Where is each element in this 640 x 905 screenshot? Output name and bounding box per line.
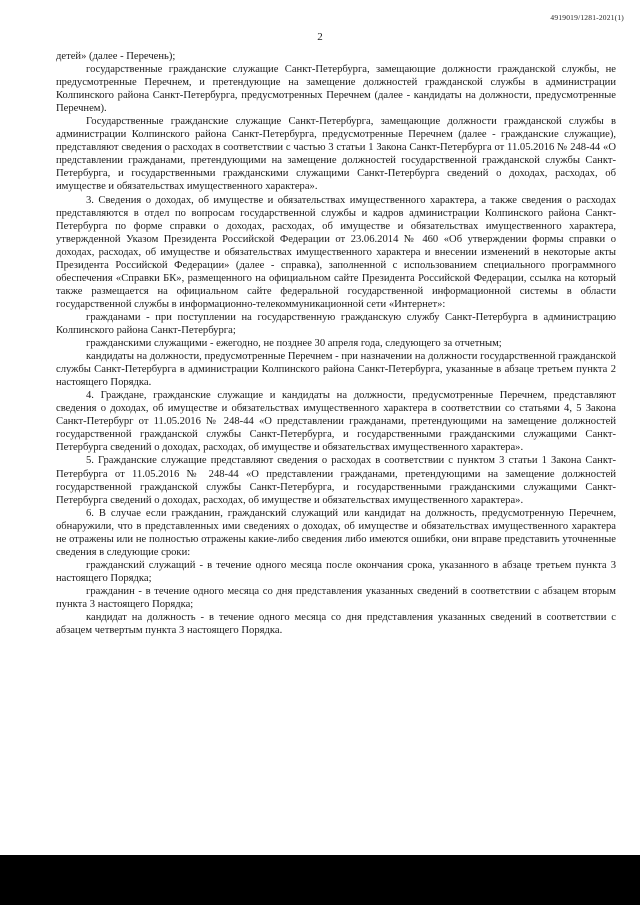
- document-body: [56, 50, 616, 637]
- paragraph: государственные гражданские служащие Санкт-Петербурга, замещающие должности гражданской службы, не предусмотренные Перечнем, и претендующие на замещение должностей гражданской службы в администрации Колпинского района Санкт-Петербурга, предусмотренных Перечнем (далее - кандидаты на должности, предусмотренные Перечнем).: [56, 64, 616, 115]
- paragraph: 6. В случае если гражданин, гражданский служащий или кандидат на должность, предусмотренную Перечнем, обнаружили, что в представленных ими сведениях о доходах, об имуществе и обязательствах имущественного характера не отражены или не полностью отражены какие-либо сведения либо имеются ошибки, они вправе представить уточненные сведения в следующие сроки:: [56, 507, 616, 558]
- paragraph: Государственные гражданские служащие Санкт-Петербурга, замещающие должности гражданской службы в администрации Колпинского района Санкт-Петербурга, предусмотренные Перечнем (далее - гражданские служащие), представляют сведения о расходах в соответствии с частью 3 статьи 1 Закона Санкт-Петербурга от 11.05.2016 № 248-44 «О представлении гражданами, претендующими на замещение должностей государственной гражданской службы Санкт-Петербурга, и государственными гражданскими служащими Санкт-Петербурга сведений о доходах, расходах, об имуществе и обязательствах имущественного характера».: [56, 116, 616, 193]
- paragraph: 5. Гражданские служащие представляют сведения о расходах в соответствии с пунктом 3 статьи 1 Закона Санкт-Петербурга от 11.05.2016 № 248-44 «О представлении гражданами, претендующими на замещение должностей государственной гражданской службы Санкт-Петербурга, и государственными гражданскими служащими Санкт-Петербурга сведений о доходах, расходах, об имуществе и обязательствах имущественного характера».: [56, 455, 616, 506]
- scan-bottom-strip: [0, 855, 640, 905]
- paragraph: гражданскими служащими - ежегодно, не позднее 30 апреля года, следующего за отчетным;: [86, 338, 502, 350]
- paragraph: детей» (далее - Перечень);: [56, 51, 176, 62]
- paragraph: кандидат на должность - в течение одного месяца со дня представления указанных сведений в соответствии с абзацем четвертым пункта 3 настоящего Порядка.: [56, 612, 616, 637]
- paragraph: 3. Сведения о доходах, об имуществе и обязательствах имущественного характера, а также сведения о расходах представляются в отдел по вопросам государственной службы и кадров администрации Колпинского района Санкт-Петербурга по форме справки о доходах, расходах, об имуществе и обязательствах имущественного характера, утвержденной Указом Президента Российской Федерации от 23.06.2014 № 460 «Об утверждении формы справки о доходах, расходах, об имуществе и обязательствах имущественного характера и внесении изменений в некоторые акты Президента Российской Федерации» (далее - справка), заполненной с использованием специального программного обеспечения «Справки БК», размещенного на официальном сайте Президента Российской Федерации, ссылка на который также размещается на официальном сайте федеральной государственной информационной системы в области государственной службы в информационно-телекоммуникационной сети «Интернет»:: [56, 194, 616, 310]
- page-number: 2: [317, 31, 323, 43]
- paragraph: кандидаты на должности, предусмотренные Перечнем - при назначении на должности государственной гражданской службы Санкт-Петербурга в администрации Колпинского района Санкт-Петербурга, указанные в абзаце третьем пункта 2 настоящего Порядка.: [56, 351, 616, 389]
- paragraph: гражданский служащий - в течение одного месяца после окончания срока, указанного в абзаце третьем пункта 3 настоящего Порядка;: [56, 559, 616, 584]
- document-number: 4919019/1281-2021(1): [550, 13, 624, 22]
- paragraph: 4. Граждане, гражданские служащие и кандидаты на должности, предусмотренные Перечнем, представляют сведения о доходах, об имуществе и обязательствах имущественного характера в соответствии со статьями 4, 5 Закона Санкт-Петербург от 11.05.2016 № 248-44 «О представлении гражданами, претендующими на замещение должностей государственной гражданской службы Санкт-Петербурга, и государственными гражданскими служащими Санкт-Петербурга сведений о доходах, расходах, об имуществе и обязательствах имущественного характера».: [56, 390, 616, 454]
- paragraph: гражданин - в течение одного месяца со дня представления указанных сведений в соответствии с абзацем вторым пункта 3 настоящего Порядка;: [56, 585, 616, 610]
- paragraph: гражданами - при поступлении на государственную гражданскую службу Санкт-Петербурга в администрацию Колпинского района Санкт-Петербурга;: [56, 311, 616, 336]
